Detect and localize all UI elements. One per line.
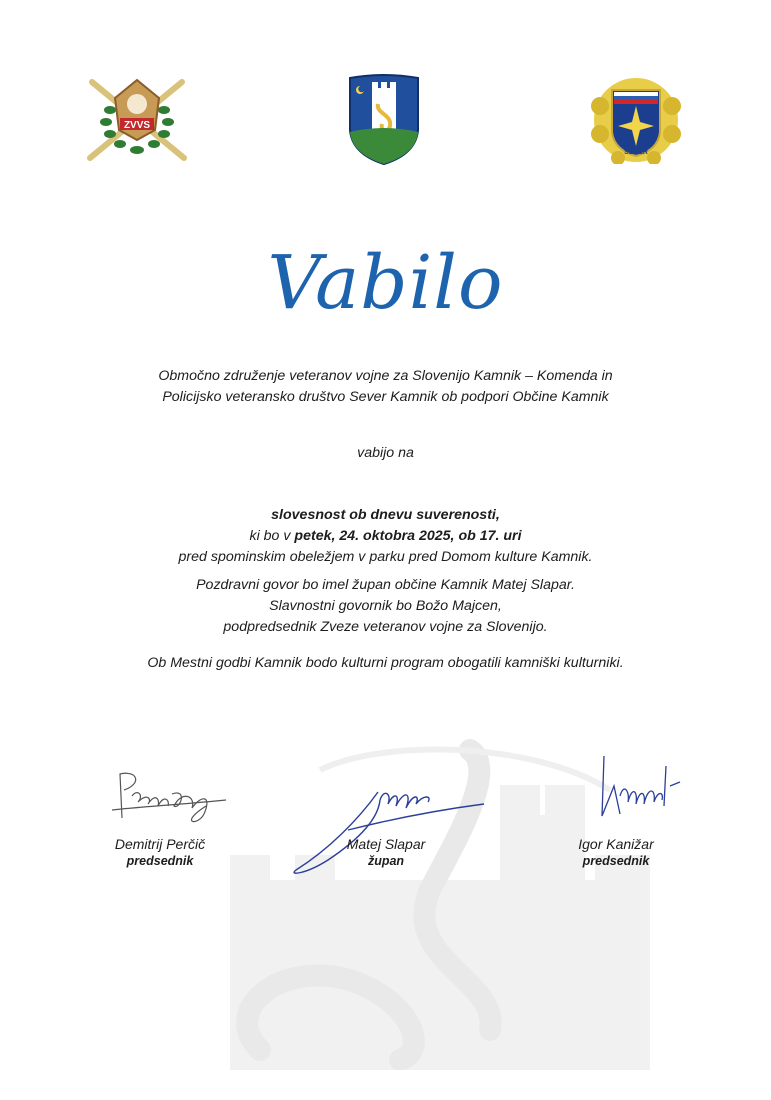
signatory-name: Igor Kanižar — [578, 836, 654, 852]
sever-logo — [586, 76, 686, 164]
invitation-title: Vabilo — [267, 240, 504, 326]
speakers-line-3: podpredsednik Zveze veteranov vojne za Slovenijo. — [223, 619, 548, 635]
signatory-percic — [90, 836, 230, 870]
signatory-kanizar — [546, 836, 686, 870]
zvvs-logo — [82, 70, 192, 166]
signatory-role: župan — [367, 854, 405, 868]
signatory-name: Matej Slapar — [346, 836, 426, 852]
signature-percic — [108, 766, 228, 830]
event-when-prefix: ki bo v — [249, 528, 295, 544]
speakers-line-1: Pozdravni govor bo imel župan občine Kamnik Matej Slapar. — [196, 577, 575, 593]
speakers-line-2: Slavnostni govornik bo Božo Majcen, — [269, 598, 502, 614]
event-paragraph — [60, 505, 711, 568]
invite-text: vabijo na — [357, 445, 414, 461]
intro-line-2: Policijsko veteransko društvo Sever Kamnik ob podpori Občine Kamnik — [162, 389, 609, 405]
speakers-paragraph — [60, 575, 711, 638]
intro-line-1: Območno združenje veteranov vojne za Slovenijo Kamnik – Komenda in — [158, 368, 613, 384]
event-where: pred spominskim obeležjem v parku pred Domom kulture Kamnik. — [178, 549, 593, 565]
signature-kanizar — [584, 746, 684, 826]
event-name: slovesnost ob dnevu suverenosti, — [271, 507, 500, 523]
event-when: petek, 24. oktobra 2025, ob 17. uri — [294, 528, 522, 544]
intro-paragraph — [60, 366, 711, 408]
kamnik-coat-of-arms — [346, 74, 422, 166]
signatory-name: Demitrij Perčič — [114, 836, 206, 852]
sever-logo-text: SEVER — [624, 149, 648, 156]
signatory-slapar — [316, 836, 456, 870]
zvvs-logo-text: ZVVS — [123, 120, 151, 131]
culture-paragraph: Ob Mestni godbi Kamnik bodo kulturni program obogatili kamniški kulturniki. — [147, 655, 624, 671]
signatory-role: predsednik — [126, 854, 194, 868]
signatory-role: predsednik — [582, 854, 650, 868]
